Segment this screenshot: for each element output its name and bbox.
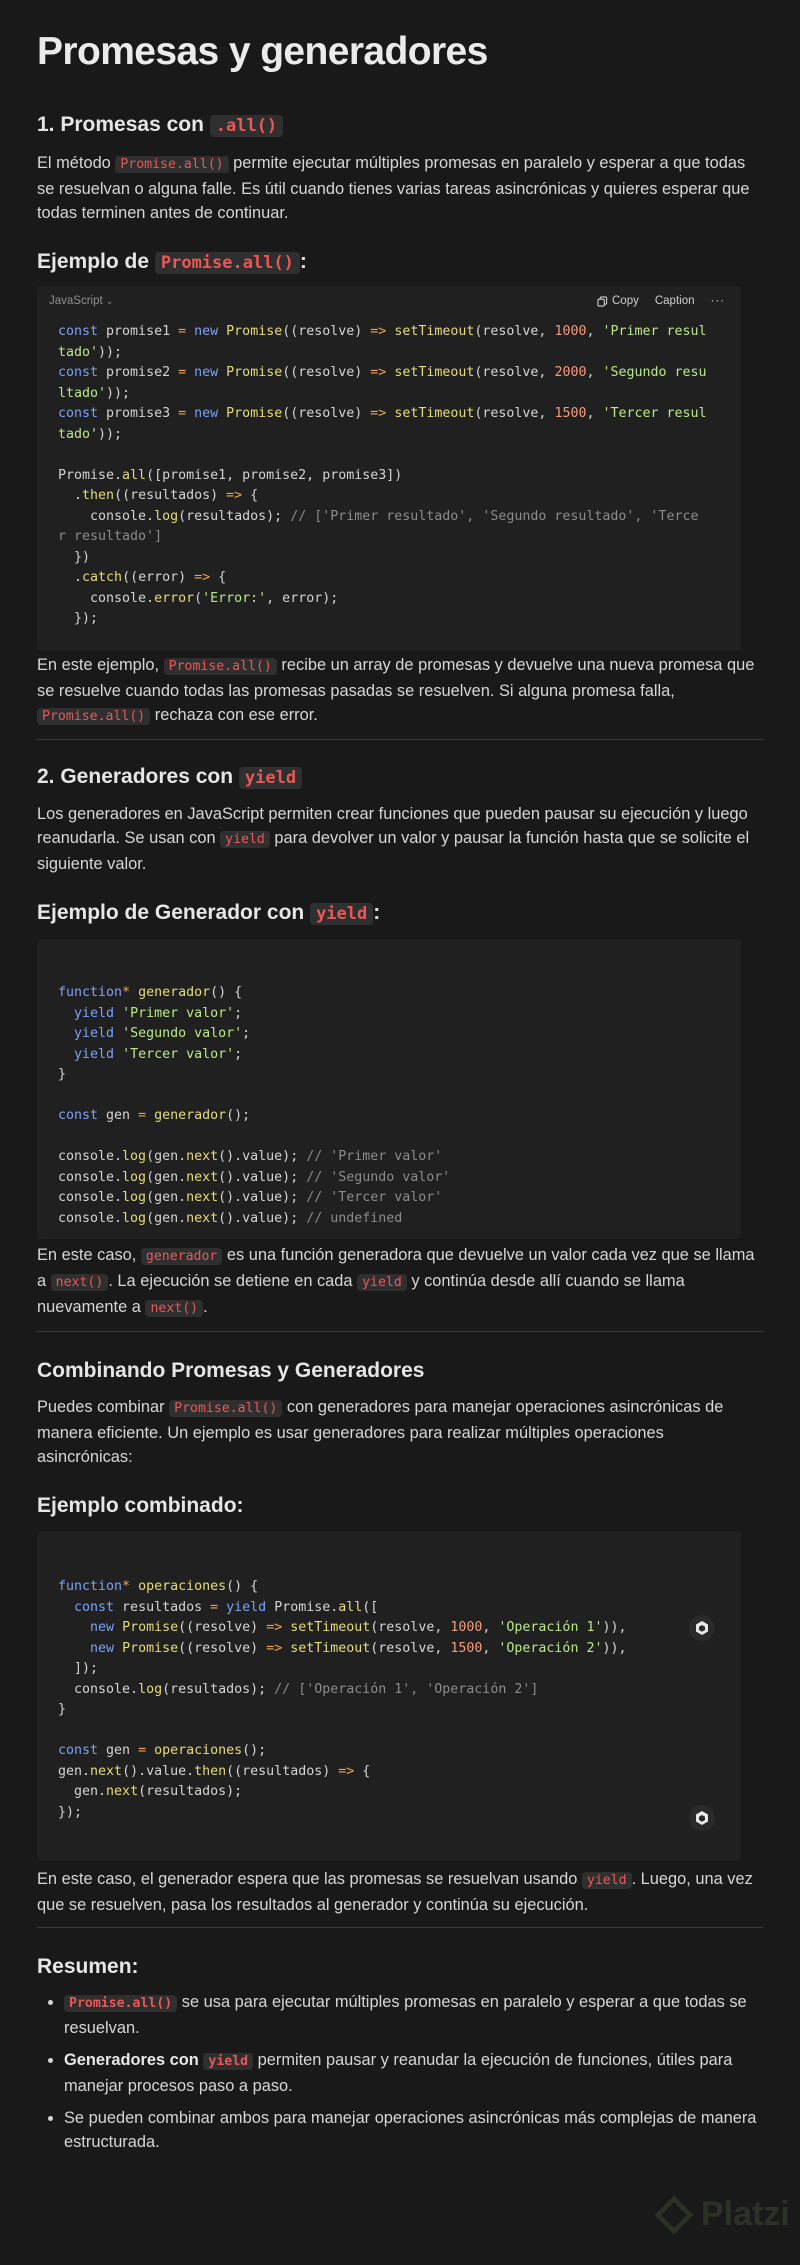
- code-content: [37, 1531, 741, 1823]
- code-token: =: [178, 365, 187, 380]
- code-token: error: [154, 590, 195, 606]
- code-token: ().value);: [218, 1149, 307, 1164]
- code-token: =>: [338, 1763, 355, 1779]
- code-token: console.: [58, 1149, 123, 1164]
- code-token: [186, 406, 194, 421]
- list-item: • Se pueden combinar ambos para manejar operaciones asincrónicas más complejas de manera estructurada.: [64, 2106, 763, 2154]
- section-heading-generators: 2. Generadores con yield: [37, 762, 763, 793]
- code-token: function: [58, 1579, 123, 1594]
- code-token: =>: [266, 1620, 283, 1635]
- code-token: 'Primer resul: [602, 324, 707, 339]
- code-token: 'Tercer valor': [122, 1046, 235, 1062]
- code-token: next: [106, 1784, 139, 1799]
- code-token: Promise: [226, 365, 283, 380]
- code-token: // undefined: [306, 1210, 403, 1226]
- code-token: }: [58, 1067, 67, 1082]
- chevron-down-icon: ⌄: [105, 295, 114, 306]
- code-token: () {: [210, 985, 243, 1000]
- code-line: [58, 322, 720, 343]
- list-item: • Promise.all() se usa para ejecutar múltiples promesas en paralelo y esperar a que todas se resuelvan.: [64, 1990, 763, 2040]
- code-token: 'Segundo resu: [602, 365, 707, 380]
- code-token: () {: [226, 1579, 259, 1594]
- code-token: yield: [74, 1026, 115, 1041]
- code-token: next: [186, 1210, 219, 1226]
- code-token: ();: [242, 1743, 267, 1758]
- code-token: generador: [138, 985, 211, 1000]
- code-token: }: [58, 1702, 67, 1717]
- code-token: [186, 365, 194, 380]
- code-token: ));: [98, 426, 123, 442]
- code-block-promise-all[interactable]: [37, 286, 741, 651]
- code-token: new: [194, 406, 219, 421]
- code-line: [58, 486, 720, 507]
- code-line: [58, 507, 720, 528]
- code-token: console.: [58, 508, 155, 524]
- code-token: Promise: [122, 1620, 179, 1635]
- code-line: [58, 363, 720, 384]
- explanation-paragraph: En este caso, generador es una función generadora que devuelve un valor cada vez que se llama a next() . La ejecución se detiene en cada yield y continúa desde allí cuando se llama nuevamente a next() .: [37, 1246, 755, 1316]
- code-token: =>: [370, 365, 387, 380]
- code-token: yield: [74, 1046, 115, 1062]
- divider: [37, 1331, 763, 1332]
- code-token: generador: [154, 1108, 227, 1123]
- code-line: [58, 1577, 720, 1598]
- code-block-generator[interactable]: [37, 939, 741, 1239]
- code-line: [58, 1618, 720, 1639]
- code-token: [114, 1006, 122, 1021]
- code-token: ();: [226, 1108, 251, 1123]
- code-token: *: [122, 985, 131, 1000]
- code-token: log: [122, 1149, 147, 1164]
- code-token: [218, 406, 226, 421]
- code-token: ((resultados): [226, 1763, 339, 1779]
- code-token: ((resolve): [178, 1620, 267, 1635]
- code-token: =: [138, 1743, 147, 1758]
- code-line: [58, 445, 720, 466]
- code-token: 1500: [450, 1640, 483, 1656]
- code-line: [58, 1086, 720, 1107]
- code-token: [58, 1600, 74, 1615]
- code-token: 'Operación 1': [498, 1620, 603, 1635]
- code-token: 1500: [554, 406, 587, 421]
- code-token: console.: [58, 1681, 139, 1697]
- example-heading: Ejemplo de Promise.all() :: [37, 250, 307, 273]
- code-line: [58, 1004, 720, 1025]
- code-token: ().value);: [218, 1190, 307, 1205]
- copy-button[interactable]: Copy: [591, 288, 645, 315]
- code-token: (resolve,: [474, 365, 555, 380]
- code-token: 1000: [554, 324, 587, 339]
- example-heading: Ejemplo combinado:: [37, 1494, 244, 1517]
- code-token: all: [338, 1599, 363, 1615]
- code-content: [37, 939, 741, 1229]
- code-token: }): [58, 549, 91, 565]
- code-token: log: [122, 1169, 147, 1185]
- code-token: ,: [482, 1640, 499, 1656]
- section-paragraph: Los generadores en JavaScript permiten crear funciones que pueden pausar su ejecución y luego reanudarla. Se usan con yield para devolver un valor y pausar la función hasta que se solicite el siguiente valor.: [37, 805, 750, 873]
- code-token: resultados: [114, 1599, 211, 1615]
- summary-heading: Resumen:: [37, 1955, 139, 1978]
- code-token: =: [178, 406, 187, 421]
- code-line: [58, 1065, 720, 1086]
- code-token: 'Tercer resul: [602, 406, 707, 421]
- code-token: next: [186, 1169, 219, 1185]
- code-token: [114, 1641, 122, 1656]
- code-line: [58, 1127, 720, 1148]
- code-token: (gen.: [146, 1210, 187, 1226]
- section-paragraph: Puedes combinar Promise.all() con generadores para manejar operaciones asincrónicas de manera eficiente. Un ejemplo es usar generadores para realizar múltiples operaciones asincrónicas:: [37, 1398, 724, 1466]
- code-token: (resolve,: [370, 1640, 451, 1656]
- code-token: setTimeout: [290, 1620, 371, 1635]
- code-token: ));: [98, 344, 123, 360]
- language-selector[interactable]: JavaScript ⌄: [49, 294, 114, 307]
- page-title: Promesas y generadores: [37, 30, 488, 73]
- code-token: function: [58, 985, 123, 1000]
- code-token: (gen.: [146, 1149, 187, 1164]
- code-token: [186, 324, 194, 339]
- code-token: ltado': [58, 385, 107, 401]
- code-token: ([promise1, promise2, promise3]): [146, 467, 403, 483]
- code-line: [58, 1741, 720, 1762]
- code-token: [114, 1620, 122, 1635]
- code-token: ((resolve): [282, 365, 371, 380]
- section-heading-combined: Combinando Promesas y Generadores: [37, 1359, 425, 1382]
- code-token: [130, 985, 138, 1000]
- code-token: 1000: [450, 1620, 483, 1635]
- code-token: =>: [370, 406, 387, 421]
- code-token: setTimeout: [394, 365, 475, 380]
- code-token: tado': [58, 426, 99, 442]
- code-token: ,: [586, 406, 603, 421]
- code-token: (resolve,: [370, 1620, 451, 1635]
- code-token: [58, 1047, 74, 1062]
- code-token: ((resolve): [178, 1640, 267, 1656]
- code-line: [58, 1782, 720, 1803]
- code-line: [58, 589, 720, 610]
- code-token: yield: [74, 1005, 115, 1021]
- code-line: [58, 1188, 720, 1209]
- code-token: // 'Tercer valor': [306, 1190, 443, 1205]
- code-token: // 'Primer valor': [306, 1149, 443, 1164]
- code-token: .: [58, 488, 83, 503]
- code-token: log: [154, 508, 179, 524]
- code-token: [218, 365, 226, 380]
- code-token: next: [90, 1763, 123, 1779]
- explanation-paragraph: En este caso, el generador espera que las promesas se resuelvan usando yield . Luego, una vez que se resuelven, pasa los resultados al generador y continúa su ejecución.: [37, 1870, 753, 1914]
- code-token: , error);: [266, 590, 339, 606]
- code-line: [58, 1045, 720, 1066]
- code-token: setTimeout: [394, 324, 475, 339]
- code-line: [58, 983, 720, 1004]
- code-token: ));: [106, 385, 131, 401]
- code-token: ([: [362, 1599, 379, 1615]
- code-line: [58, 1762, 720, 1783]
- code-line: [58, 404, 720, 425]
- code-block-combined[interactable]: [37, 1531, 741, 1861]
- code-token: [218, 1600, 226, 1615]
- code-token: const: [58, 1743, 99, 1758]
- code-token: then: [82, 488, 115, 503]
- code-token: setTimeout: [290, 1640, 371, 1656]
- code-token: log: [122, 1190, 147, 1205]
- code-token: =>: [194, 570, 211, 585]
- code-token: ().value);: [218, 1210, 307, 1226]
- code-token: new: [194, 324, 219, 339]
- code-token: r resultado']: [58, 529, 163, 544]
- code-token: Promise.: [58, 467, 123, 483]
- code-token: ;: [234, 1005, 243, 1021]
- code-token: 'Segundo valor': [122, 1026, 243, 1041]
- code-token: gen: [98, 1743, 139, 1758]
- code-token: Promise.: [266, 1599, 339, 1615]
- code-token: =>: [370, 324, 387, 339]
- code-token: operaciones: [138, 1579, 227, 1594]
- code-token: [114, 1026, 122, 1041]
- code-token: tado': [58, 344, 99, 360]
- code-line: [58, 466, 720, 487]
- code-token: {: [354, 1763, 371, 1779]
- code-line: [58, 425, 720, 446]
- code-token: const: [58, 365, 99, 380]
- code-token: (resultados);: [138, 1784, 243, 1799]
- code-token: operaciones: [154, 1743, 243, 1758]
- code-token: log: [138, 1681, 163, 1697]
- platzi-watermark: Platzi: [655, 2195, 790, 2234]
- code-token: ().value);: [218, 1169, 307, 1185]
- code-line: [58, 548, 720, 569]
- code-token: const: [58, 324, 99, 339]
- section-heading-promises: 1. Promesas con .all(): [37, 110, 763, 141]
- code-token: const: [74, 1599, 115, 1615]
- code-token: 'Error:': [202, 590, 267, 606]
- code-token: });: [58, 1804, 83, 1820]
- code-token: ,: [586, 365, 603, 380]
- code-token: [130, 1579, 138, 1594]
- code-token: promise1: [98, 324, 179, 339]
- code-token: =>: [226, 488, 243, 503]
- code-token: (gen.: [146, 1169, 187, 1185]
- code-line: [58, 1721, 720, 1742]
- code-line: [58, 1106, 720, 1127]
- code-token: catch: [82, 570, 123, 585]
- code-token: [114, 1047, 122, 1062]
- code-token: (resolve,: [474, 324, 555, 339]
- divider: [37, 739, 763, 740]
- code-token: {: [210, 570, 227, 585]
- code-token: yield: [226, 1599, 267, 1615]
- code-token: console.: [58, 1190, 123, 1205]
- code-line: [58, 1659, 720, 1680]
- code-token: (resultados);: [162, 1681, 275, 1697]
- copy-icon: [597, 296, 608, 307]
- code-token: ;: [234, 1046, 243, 1062]
- code-line: [58, 1803, 720, 1824]
- code-line: [58, 1598, 720, 1619]
- ai-assistant-icon[interactable]: [689, 1805, 715, 1831]
- more-options-icon[interactable]: ···: [710, 294, 725, 307]
- code-token: [58, 1006, 74, 1021]
- code-token: {: [242, 488, 259, 503]
- code-line: [58, 1680, 720, 1701]
- ai-assistant-icon[interactable]: [689, 1615, 715, 1641]
- code-token: ((resolve): [282, 324, 371, 339]
- code-token: gen: [98, 1108, 139, 1123]
- code-line: [58, 384, 720, 405]
- code-token: *: [122, 1579, 131, 1594]
- code-token: const: [58, 406, 99, 421]
- code-token: new: [194, 365, 219, 380]
- code-token: [58, 1641, 90, 1656]
- code-token: then: [194, 1763, 227, 1779]
- code-token: promise3: [98, 406, 179, 421]
- code-line: [58, 1700, 720, 1721]
- code-token: [218, 324, 226, 339]
- code-token: next: [186, 1149, 219, 1164]
- code-line: [58, 343, 720, 364]
- code-line: [58, 527, 720, 548]
- list-item: • Generadores con yield permiten pausar y reanudar la ejecución de funciones, útiles para manejar procesos paso a paso.: [64, 2048, 763, 2098]
- code-token: gen.: [58, 1763, 91, 1779]
- code-token: 'Primer valor': [122, 1005, 235, 1021]
- code-token: )),: [602, 1640, 627, 1656]
- code-token: new: [90, 1640, 115, 1656]
- code-token: 2000: [554, 365, 587, 380]
- code-token: log: [122, 1210, 147, 1226]
- code-line: [58, 568, 720, 589]
- code-token: Promise: [226, 406, 283, 421]
- code-line: [58, 1024, 720, 1045]
- code-token: console.: [58, 590, 155, 606]
- code-token: =: [178, 324, 187, 339]
- code-token: new: [90, 1620, 115, 1635]
- code-token: // ['Primer resultado', 'Segundo resultado', 'Terce: [290, 508, 699, 524]
- code-token: ((resultados): [114, 488, 227, 503]
- code-line: [58, 1168, 720, 1189]
- code-token: [58, 1026, 74, 1041]
- code-token: Promise: [226, 324, 283, 339]
- code-token: =: [138, 1108, 147, 1123]
- code-block-header: [37, 286, 741, 316]
- code-token: ;: [242, 1026, 251, 1041]
- code-token: )),: [602, 1620, 627, 1635]
- code-token: (: [194, 590, 203, 606]
- code-token: next: [186, 1190, 219, 1205]
- code-token: [146, 1743, 154, 1758]
- code-token: ]);: [58, 1661, 99, 1676]
- caption-button[interactable]: Caption: [654, 294, 695, 307]
- code-token: ().value.: [122, 1763, 195, 1779]
- example-heading: Ejemplo de Generador con yield :: [37, 901, 381, 924]
- code-line: [58, 1639, 720, 1660]
- summary-list: [37, 1990, 763, 2154]
- code-line: [58, 1147, 720, 1168]
- platzi-logo-icon: [655, 2196, 693, 2234]
- code-token: // 'Segundo valor': [306, 1169, 451, 1185]
- code-token: .: [58, 570, 83, 585]
- code-token: Promise: [122, 1640, 179, 1656]
- code-token: promise2: [98, 365, 179, 380]
- code-content: [37, 316, 741, 630]
- code-line: [58, 609, 720, 630]
- code-token: [146, 1108, 154, 1123]
- code-line: [58, 1209, 720, 1230]
- code-token: console.: [58, 1169, 123, 1185]
- divider: [37, 1927, 763, 1928]
- code-token: all: [122, 467, 147, 483]
- code-token: ((resolve): [282, 406, 371, 421]
- code-token: =: [210, 1599, 219, 1615]
- code-token: =>: [266, 1640, 283, 1656]
- section-paragraph: El método Promise.all() permite ejecutar múltiples promesas en paralelo y esperar a que todas se resuelvan o alguna falle. Es útil cuando tienes varias tareas asincrónicas y quieres esperar que todas terminen antes de continuar.: [37, 154, 750, 222]
- code-token: (resolve,: [474, 406, 555, 421]
- code-token: [58, 1620, 90, 1635]
- code-token: ,: [482, 1620, 499, 1635]
- code-token: setTimeout: [394, 406, 475, 421]
- code-token: ((error): [122, 570, 195, 585]
- explanation-paragraph: En este ejemplo, Promise.all() recibe un array de promesas y devuelve una nueva promesa que se resuelve cuando todas las promesas pasadas se resuelven. Si alguna promesa falla, Promise.all() rechaza con ese error.: [37, 656, 755, 724]
- code-token: (resultados);: [178, 508, 291, 524]
- code-token: ,: [586, 324, 603, 339]
- code-token: console.: [58, 1210, 123, 1226]
- code-token: const: [58, 1108, 99, 1123]
- code-token: (gen.: [146, 1190, 187, 1205]
- code-token: 'Operación 2': [498, 1640, 603, 1656]
- code-token: gen.: [58, 1784, 107, 1799]
- code-token: // ['Operación 1', 'Operación 2']: [274, 1681, 539, 1697]
- code-token: });: [58, 611, 99, 626]
